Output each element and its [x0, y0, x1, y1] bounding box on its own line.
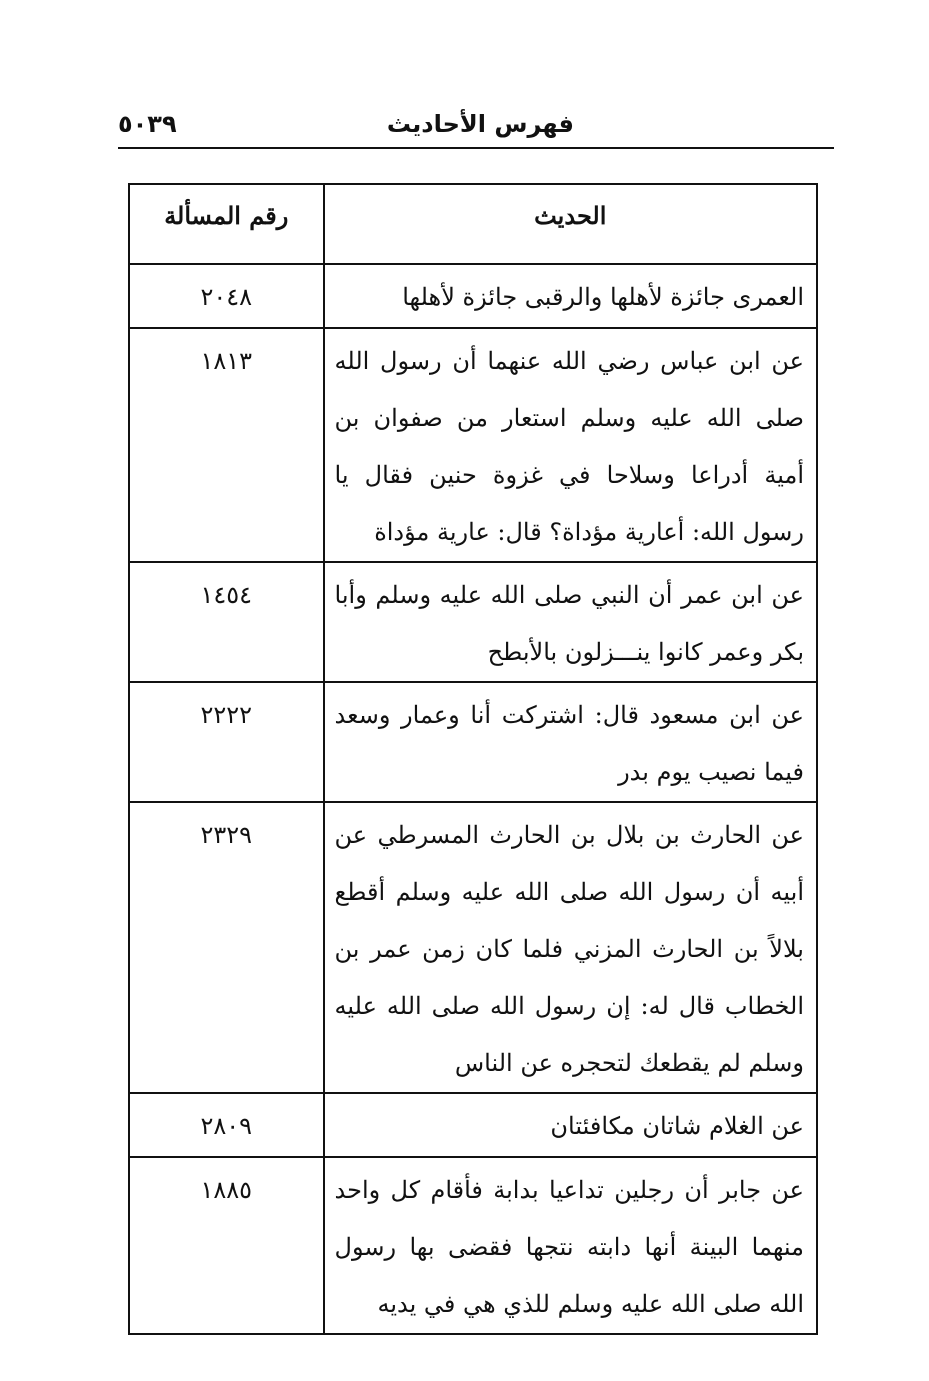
- hadith-text: عن الحارث بن بلال بن الحارث المسرطي عن أبيه أن رسول الله صلى الله عليه وسلم أقطع بلالاً بن الحارث المزني فلما كان زمن عمر بن الخطاب قال له: إن رسول الله صلى الله عليه وسلم لم يقطعك لتحجره عن الناس: [324, 802, 817, 1093]
- hadith-text: عن جابر أن رجلين تداعيا بدابة فأقام كل واحد منهما البينة أنها دابته نتجها فقضى بها رسول الله صلى الله عليه وسلم للذي هي في يديه: [324, 1157, 817, 1334]
- page-number: ٥٠٣٩: [118, 110, 177, 138]
- table-row: [129, 328, 817, 562]
- issue-number: ١٤٥٤: [129, 562, 324, 682]
- hadith-text: عن الغلام شاتان مكافئتان: [324, 1093, 817, 1157]
- page-header: [118, 108, 834, 148]
- table-row: [129, 562, 817, 682]
- page-title: فهرس الأحاديث: [386, 110, 574, 138]
- column-header-hadith: الحديث: [324, 184, 817, 264]
- issue-number: ١٨١٣: [129, 328, 324, 562]
- hadith-text: العمرى جائزة لأهلها والرقبى جائزة لأهلها: [324, 264, 817, 328]
- table-row: [129, 264, 817, 328]
- table-row: [129, 1093, 817, 1157]
- issue-number: ١٨٨٥: [129, 1157, 324, 1334]
- hadith-text: عن ابن عمر أن النبي صلى الله عليه وسلم وأبا بكر وعمر كانوا ينـــزلون بالأبطح: [324, 562, 817, 682]
- issue-number: ٢٠٤٨: [129, 264, 324, 328]
- issue-number: ٢٣٢٩: [129, 802, 324, 1093]
- table-header-row: [129, 184, 817, 264]
- table-row: [129, 802, 817, 1093]
- header-rule: [118, 147, 834, 149]
- hadith-index-table: [128, 183, 818, 1335]
- column-header-number: رقم المسألة: [129, 184, 324, 264]
- table-row: [129, 682, 817, 802]
- hadith-text: عن ابن عباس رضي الله عنهما أن رسول الله صلى الله عليه وسلم استعار من صفوان بن أمية أدراعا وسلاحا في غزوة حنين فقال يا رسول الله: أعارية مؤداة؟ قال: عارية مؤداة: [324, 328, 817, 562]
- issue-number: ٢٢٢٢: [129, 682, 324, 802]
- issue-number: ٢٨٠٩: [129, 1093, 324, 1157]
- hadith-text: عن ابن مسعود قال: اشتركت أنا وعمار وسعد فيما نصيب يوم بدر: [324, 682, 817, 802]
- table-row: [129, 1157, 817, 1334]
